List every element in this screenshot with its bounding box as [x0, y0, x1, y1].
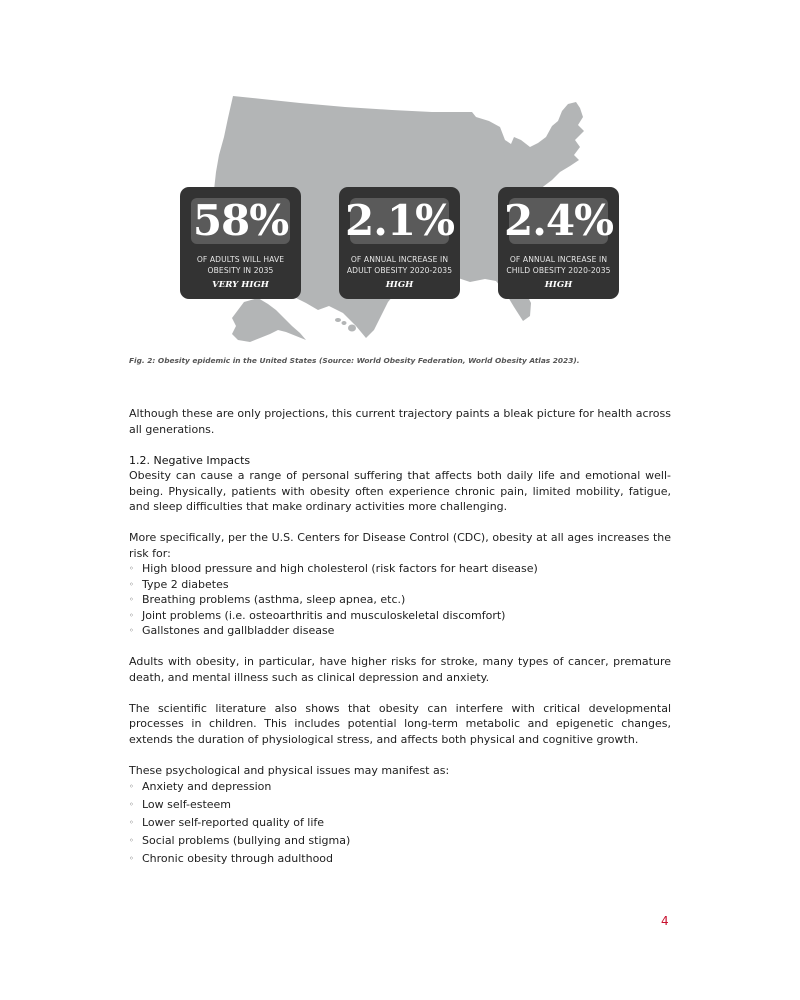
risk-list: [129, 561, 671, 639]
paragraph: Obesity can cause a range of personal suffering that affects both daily life and emotional well-being. Physically, patients with obesity often experience chronic pain, limited mobility, fatigue, and sleep difficulties that make ordinary activities more challenging.: [129, 469, 671, 513]
bullet-icon: ◦: [129, 836, 134, 845]
list-item: ◦ Low self-esteem: [129, 796, 671, 814]
bullet-icon: ◦: [129, 818, 134, 827]
paragraph: These psychological and physical issues may manifest as:: [129, 763, 450, 777]
us-map-image: [0, 0, 800, 360]
stat-level: HIGH: [385, 280, 414, 290]
stat-value: 2.1%: [345, 196, 454, 245]
bullet-icon: ◦: [129, 579, 134, 589]
bullet-icon: ◦: [129, 800, 134, 809]
stat-level: HIGH: [544, 280, 573, 290]
section-heading: 1.2. Negative Impacts: [129, 453, 251, 467]
list-item: ◦ Lower self-reported quality of life: [129, 814, 671, 832]
stat-value: 58%: [192, 196, 289, 245]
stat-level: VERY HIGH: [212, 280, 269, 290]
bullet-icon: ◦: [129, 595, 134, 604]
body-text: [129, 406, 671, 868]
list-item: ◦ Social problems (bullying and stigma): [129, 832, 671, 850]
list-item: ◦ Chronic obesity through adulthood: [129, 850, 671, 868]
list-item: ◦ Anxiety and depression: [129, 778, 671, 796]
stat-description: OF ADULTS WILL HAVE OBESITY IN 2035: [196, 255, 285, 275]
stat-card-child-increase: [498, 187, 619, 299]
intro-paragraph: Although these are only projections, this current trajectory paints a bleak picture for health across all generations.: [129, 407, 671, 436]
figure-caption: Fig. 2: Obesity epidemic in the United States (Source: World Obesity Federation, World Obesity Atlas 2023).: [129, 356, 580, 365]
bullet-icon: ◦: [129, 782, 134, 791]
paragraph: The scientific literature also shows that obesity can interfere with critical developmental processes in children. This includes potential long-term metabolic and epigenetic changes, extends the duration of physiological stress, and affects both physical and cognitive growth.: [129, 701, 671, 746]
bullet-icon: ◦: [129, 854, 134, 863]
paragraph: Adults with obesity, in particular, have higher risks for stroke, many types of cancer, premature death, and mental illness such as clinical depression and anxiety.: [129, 655, 671, 684]
list-item: ◦ Type 2 diabetes: [129, 577, 229, 591]
stat-card-adults: [180, 187, 301, 299]
stat-value: 2.4%: [504, 196, 613, 245]
list-item: ◦ Breathing problems (asthma, sleep apnea, etc.): [129, 593, 406, 606]
hawaii-island: [335, 318, 341, 322]
issue-list: [129, 778, 671, 868]
page-number: 4: [661, 914, 669, 928]
hawaii-island: [342, 321, 347, 325]
paragraph: More specifically, per the U.S. Centers for Disease Control (CDC), obesity at all ages increases the risk for:: [129, 531, 671, 560]
list-item: ◦ High blood pressure and high cholesterol (risk factors for heart disease): [129, 562, 538, 575]
stat-description: OF ANNUAL INCREASE IN CHILD OBESITY 2020-2035: [506, 255, 611, 275]
hawaii-island: [348, 325, 356, 332]
bullet-icon: ◦: [129, 626, 134, 635]
list-item: ◦ Joint problems (i.e. osteoarthritis and musculoskeletal discomfort): [129, 608, 506, 622]
list-item: ◦ Gallstones and gallbladder disease: [129, 624, 335, 637]
bullet-icon: ◦: [129, 564, 134, 573]
alaska-shape: [232, 298, 306, 342]
bullet-icon: ◦: [129, 610, 134, 620]
stat-description: OF ANNUAL INCREASE IN ADULT OBESITY 2020-2035: [346, 255, 453, 275]
stat-card-adult-increase: [339, 187, 460, 299]
obesity-figure: [0, 0, 800, 360]
